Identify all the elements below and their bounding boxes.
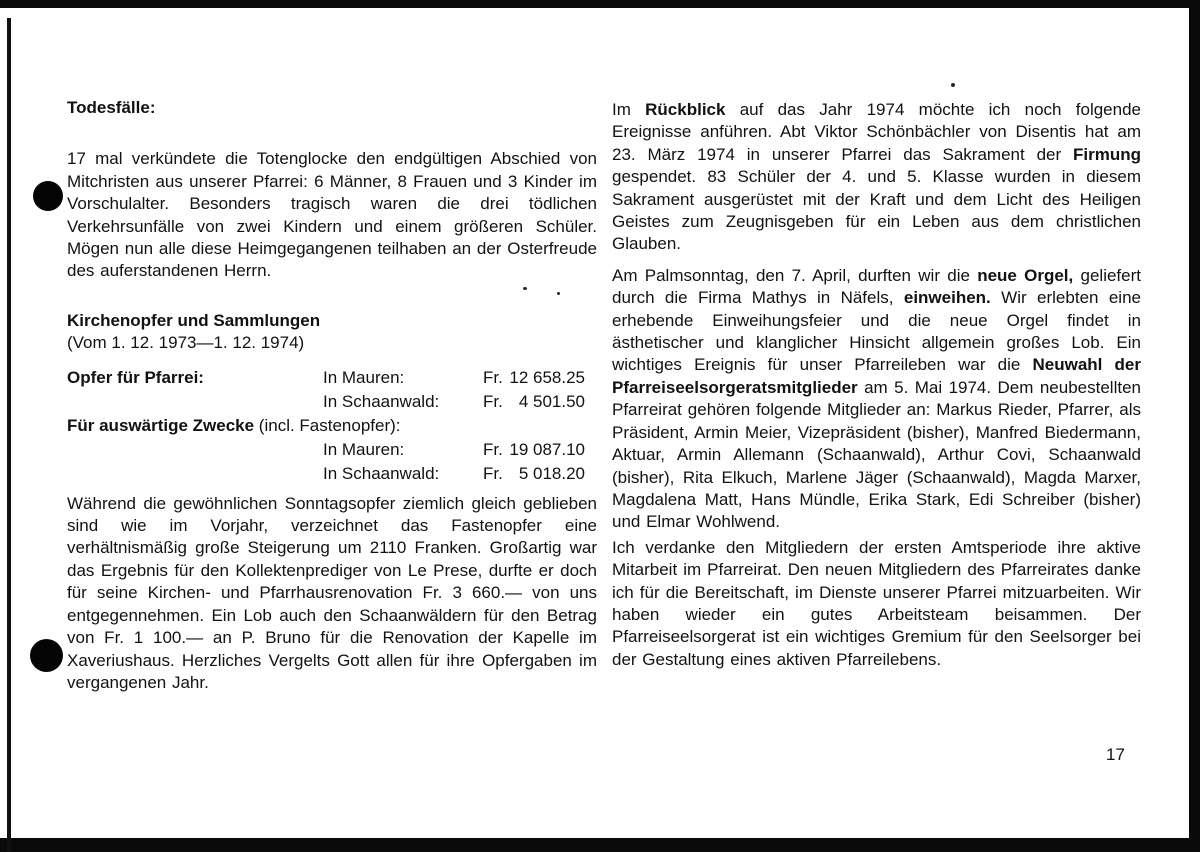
hole-punch-bottom xyxy=(30,639,63,672)
paragraph-orgel-pfarreirat: Am Palmsonntag, den 7. April, durften wir die neue Orgel, geliefert durch die Firma Mathys in Näfels, einweihen. Wir erlebten eine erhebende Einweihungsfeier und die neue Orgel findet in ästhetischer und klanglicher Hinsicht allgemein großes Lob. Ein wichtiges Ereignis für unser Pfarreileben war die Neuwahl der Pfarreiseelsorgeratsmitglieder am 5. Mai 1974. Dem neubestellten Pfarreirat gehören folgende Mitglieder an: Markus Rieder, Pfarrer, als Präsident, Armin Meier, Vizepräsident (bisher), Manfred Biedermann, Aktuar, Armin Allemann (Schaanwald), Arthur Covi, Schaanwald (bisher), Rita Elkuch, Marlene Jäger (Schaanwald), Magda Marxer, Magdalena Matt, Hans Mündle, Erika Stark, Edi Schreiber (bisher) und Elmar Wohlwend. xyxy=(612,265,1141,532)
scan-speck xyxy=(951,83,955,87)
offering-row-auswaertige-label xyxy=(67,414,597,438)
offering-amount: Fr. 5 018.20 xyxy=(483,463,585,483)
offering-label: Für auswärtige Zwecke (incl. Fastenopfer): xyxy=(67,415,401,435)
offering-place: In Mauren: xyxy=(323,367,405,387)
offering-row-pfarrei-mauren xyxy=(67,366,597,390)
offering-place: In Schaanwald: xyxy=(323,391,440,411)
offering-row-auswaertige-mauren xyxy=(67,438,597,462)
heading-kirchenopfer: Kirchenopfer und Sammlungen xyxy=(67,310,321,330)
hole-punch-top xyxy=(33,181,63,211)
page-number: 17 xyxy=(1106,745,1125,764)
scan-border-top xyxy=(0,0,1200,8)
collection-period: (Vom 1. 12. 1973—1. 12. 1974) xyxy=(67,333,305,353)
right-column xyxy=(612,99,1141,671)
scan-border-bottom xyxy=(0,838,1200,852)
offering-row-pfarrei-schaanwald xyxy=(67,390,597,414)
offering-amount: Fr. 4 501.50 xyxy=(483,391,585,411)
offering-place: In Schaanwald: xyxy=(323,463,440,483)
offering-label: Opfer für Pfarrei: xyxy=(67,367,204,387)
left-column xyxy=(67,97,597,694)
paragraph-rueckblick: Im Rückblick auf das Jahr 1974 möchte ich noch folgende Ereignisse anführen. Abt Viktor Schönbächler von Disentis hat am 23. März 1974 in unserer Pfarrei das Sakrament der Firmung gespendet. 83 Schüler der 4. und 5. Klasse wurden in diesem Sakrament ausgerüstet mit der Kraft und dem Licht des Heiligen Geistes zum Zeugnisgeben für ein Leben aus dem christlichen Glauben. xyxy=(612,100,1141,254)
offering-row-auswaertige-schaanwald xyxy=(67,462,597,486)
offering-place: In Mauren: xyxy=(323,439,405,459)
offering-amount: Fr. 19 087.10 xyxy=(483,439,585,459)
paragraph-todesfaelle: 17 mal verkündete die Totenglocke den endgültigen Abschied von Mitchristen aus unserer Pfarrei: 6 Männer, 8 Frauen und 3 Kinder im Vorschulalter. Besonders tragisch waren die drei tödlichen Verkehrsunfälle von zwei Kindern und einem größeren Schüler. Mögen nun alle diese Heimgegangenen teilhaben an der Osterfreude des auferstandenen Herrn. xyxy=(67,149,597,281)
paragraph-dank: Ich verdanke den Mitgliedern der ersten Amtsperiode ihre aktive Mitarbeit im Pfarreirat. Den neuen Mitgliedern des Pfarreirates danke ich für die Bereitschaft, im Dienste unserer Pfarrei mitzuarbeiten. Wir haben wieder ein gutes Arbeitsteam beisammen. Der Pfarreiseelsorgerat ist ein wichtiges Gremium für den Seelsorger bei der Gestaltung eines aktiven Pfarreilebens. xyxy=(612,537,1141,669)
offerings-table xyxy=(67,366,597,486)
paragraph-fastenopfer: Während die gewöhnlichen Sonntagsopfer ziemlich gleich geblieben sind wie im Vorjahr, verzeichnet das Fastenopfer eine verhältnismäßig große Steigerung um 2110 Franken. Großartig war das Ergebnis für den Kollektenprediger von Le Prese, durfte er doch für seine Kirchen- und Pfarrhausrenovation Fr. 3 660.— von uns entgegennehmen. Ein Lob auch den Schaanwäldern für den Betrag von Fr. 1 100.— an P. Bruno für die Renovation der Kapelle im Xaveriushaus. Herzliches Vergelts Gott allen für ihre Opfergaben im vergangenen Jahr. xyxy=(67,493,597,692)
heading-todesfaelle: Todesfälle: xyxy=(67,98,156,117)
scan-border-right xyxy=(1189,0,1200,852)
offering-amount: Fr. 12 658.25 xyxy=(483,367,585,387)
scan-border-left xyxy=(7,18,11,852)
